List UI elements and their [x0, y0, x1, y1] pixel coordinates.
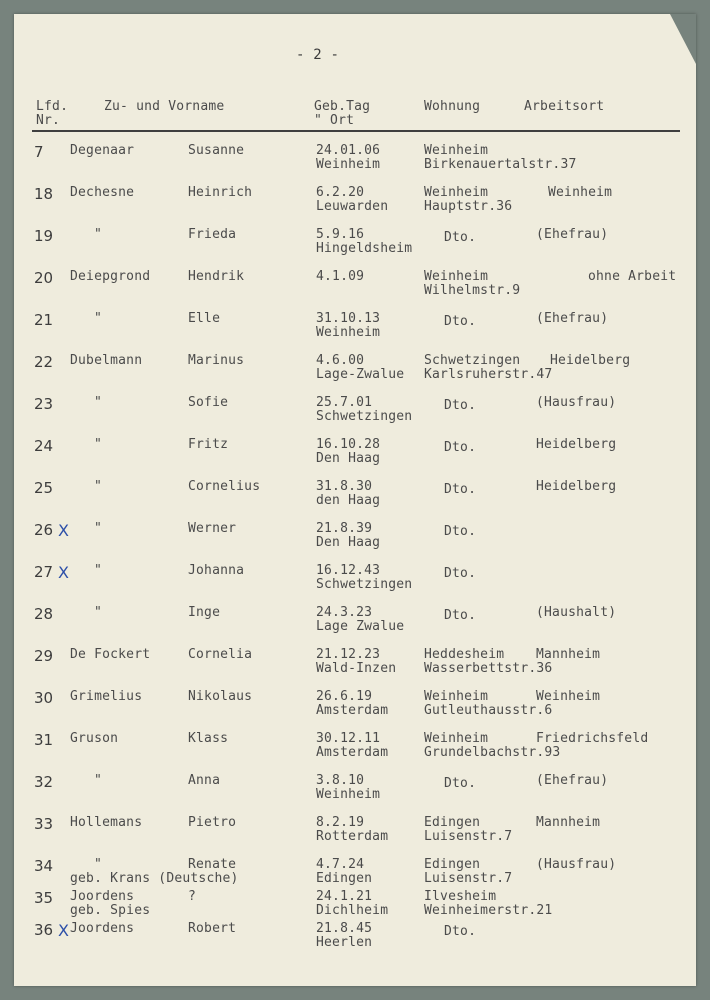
row-firstname: Renate	[188, 857, 237, 872]
row-residence: Weinheim	[424, 143, 489, 158]
row-workplace: Weinheim	[536, 689, 601, 704]
row-number: 20	[34, 269, 54, 287]
row-birth-date: 26.6.19	[316, 689, 373, 704]
row-firstname: Cornelius	[188, 479, 261, 494]
header-birth-line1: Geb.Tag	[314, 99, 371, 114]
row-number: 22	[34, 353, 54, 371]
folded-corner	[670, 14, 696, 64]
row-birth-date: 4.6.00	[316, 353, 365, 368]
row-birth-date: 16.12.43	[316, 563, 381, 578]
row-surname: Joordens	[70, 889, 135, 904]
row-residence: Dto.	[444, 776, 477, 791]
row-firstname: Fritz	[188, 437, 229, 452]
row-birth-place: Weinheim	[316, 157, 381, 172]
row-birth-date: 24.3.23	[316, 605, 373, 620]
row-birth-place: Schwetzingen	[316, 577, 413, 592]
row-number: 18	[34, 185, 54, 203]
row-surname-note: geb. Spies	[70, 903, 151, 918]
handwritten-mark: X	[58, 563, 69, 582]
row-surname-note: geb. Krans (Deutsche)	[70, 871, 239, 886]
row-residence: Edingen	[424, 815, 481, 830]
row-birth-date: 4.1.09	[316, 269, 365, 284]
row-number: 27	[34, 563, 54, 581]
row-surname: Gruson	[70, 731, 119, 746]
row-birth-place: Amsterdam	[316, 703, 389, 718]
row-birth-date: 3.8.10	[316, 773, 365, 788]
row-residence-street: Luisenstr.7	[424, 829, 513, 844]
row-number: 33	[34, 815, 54, 833]
row-workplace: (Hausfrau)	[536, 395, 617, 410]
row-birth-date: 21.8.45	[316, 921, 373, 936]
row-firstname: Anna	[188, 773, 221, 788]
handwritten-mark: X	[58, 521, 69, 540]
row-surname: Degenaar	[70, 143, 135, 158]
row-residence: Weinheim	[424, 689, 489, 704]
row-residence-street: Wilhelmstr.9	[424, 283, 521, 298]
row-birth-place: Hingeldsheim	[316, 241, 413, 256]
row-surname: "	[94, 227, 103, 242]
row-firstname: Johanna	[188, 563, 245, 578]
row-birth-date: 5.9.16	[316, 227, 365, 242]
row-number: 32	[34, 773, 54, 791]
header-nr-line2: Nr.	[36, 113, 61, 128]
row-birth-place: Edingen	[316, 871, 373, 886]
row-residence-street: Gutleuthausstr.6	[424, 703, 553, 718]
row-birth-place: Weinheim	[316, 787, 381, 802]
row-number: 35	[34, 889, 54, 907]
header-residence: Wohnung	[424, 99, 481, 114]
row-surname: De Fockert	[70, 647, 151, 662]
row-firstname: Klass	[188, 731, 229, 746]
row-residence: Dto.	[444, 482, 477, 497]
row-workplace: Mannheim	[536, 815, 601, 830]
header-nr-line1: Lfd.	[36, 99, 69, 114]
row-residence: Edingen	[424, 857, 481, 872]
row-residence-street: Luisenstr.7	[424, 871, 513, 886]
row-firstname: Inge	[188, 605, 221, 620]
row-firstname: Marinus	[188, 353, 245, 368]
header-workplace: Arbeitsort	[524, 99, 605, 114]
row-residence: Dto.	[444, 924, 477, 939]
row-number: 24	[34, 437, 54, 455]
row-birth-date: 21.12.23	[316, 647, 381, 662]
row-surname: "	[94, 437, 103, 452]
row-birth-date: 8.2.19	[316, 815, 365, 830]
handwritten-mark: X	[58, 921, 69, 940]
row-firstname: Robert	[188, 921, 237, 936]
header-name: Zu- und Vorname	[104, 99, 225, 114]
row-number: 7	[34, 143, 44, 161]
row-number: 21	[34, 311, 54, 329]
row-workplace: Mannheim	[536, 647, 601, 662]
row-birth-place: Dichlheim	[316, 903, 389, 918]
row-firstname: Werner	[188, 521, 237, 536]
row-surname: "	[94, 479, 103, 494]
row-birth-date: 31.10.13	[316, 311, 381, 326]
row-birth-place: Den Haag	[316, 451, 381, 466]
row-residence-street: Wasserbettstr.36	[424, 661, 553, 676]
row-workplace: Heidelberg	[536, 479, 617, 494]
row-surname: Joordens	[70, 921, 135, 936]
row-residence: Dto.	[444, 566, 477, 581]
row-residence: Dto.	[444, 608, 477, 623]
row-residence: Dto.	[444, 524, 477, 539]
row-birth-place: Rotterdam	[316, 829, 389, 844]
row-residence: Weinheim	[424, 185, 489, 200]
row-surname: "	[94, 857, 103, 872]
row-birth-place: Amsterdam	[316, 745, 389, 760]
row-surname: Hollemans	[70, 815, 143, 830]
row-birth-date: 21.8.39	[316, 521, 373, 536]
row-birth-place: Weinheim	[316, 325, 381, 340]
row-number: 31	[34, 731, 54, 749]
row-number: 28	[34, 605, 54, 623]
row-residence: Dto.	[444, 398, 477, 413]
row-firstname: Susanne	[188, 143, 245, 158]
row-surname: "	[94, 521, 103, 536]
row-workplace: (Ehefrau)	[536, 773, 609, 788]
row-birth-place: Lage Zwalue	[316, 619, 405, 634]
document-page	[14, 14, 696, 986]
row-residence: Heddesheim	[424, 647, 505, 662]
row-birth-place: den Haag	[316, 493, 381, 508]
header-rule	[32, 130, 680, 132]
page-number: - 2 -	[296, 47, 340, 63]
row-birth-date: 25.7.01	[316, 395, 373, 410]
row-birth-date: 6.2.20	[316, 185, 365, 200]
row-firstname: Sofie	[188, 395, 229, 410]
row-surname: Dubelmann	[70, 353, 143, 368]
row-firstname: Elle	[188, 311, 221, 326]
row-number: 36	[34, 921, 54, 939]
row-firstname: Frieda	[188, 227, 237, 242]
row-residence-street: Karlsruherstr.47	[424, 367, 553, 382]
row-surname: "	[94, 311, 103, 326]
row-residence: Dto.	[444, 440, 477, 455]
row-residence: Dto.	[444, 230, 477, 245]
row-number: 26	[34, 521, 54, 539]
row-firstname: Hendrik	[188, 269, 245, 284]
row-birth-place: Lage-Zwalue	[316, 367, 405, 382]
row-surname: Deiepgrond	[70, 269, 151, 284]
row-workplace: ohne Arbeit	[588, 269, 677, 284]
row-surname: Grimelius	[70, 689, 143, 704]
row-residence-street: Hauptstr.36	[424, 199, 513, 214]
row-residence: Weinheim	[424, 269, 489, 284]
row-residence-street: Weinheimerstr.21	[424, 903, 553, 918]
row-number: 25	[34, 479, 54, 497]
row-birth-date: 24.1.21	[316, 889, 373, 904]
row-firstname: Cornelia	[188, 647, 253, 662]
row-residence: Ilvesheim	[424, 889, 497, 904]
row-firstname: Pietro	[188, 815, 237, 830]
row-birth-place: Heerlen	[316, 935, 373, 950]
row-firstname: Heinrich	[188, 185, 253, 200]
row-number: 34	[34, 857, 54, 875]
row-workplace: (Ehefrau)	[536, 227, 609, 242]
row-workplace: Heidelberg	[550, 353, 631, 368]
row-number: 29	[34, 647, 54, 665]
row-firstname: ?	[188, 889, 197, 904]
row-birth-date: 31.8.30	[316, 479, 373, 494]
row-workplace: Weinheim	[548, 185, 613, 200]
row-workplace: Friedrichsfeld	[536, 731, 649, 746]
row-residence: Dto.	[444, 314, 477, 329]
row-birth-date: 16.10.28	[316, 437, 381, 452]
row-workplace: (Hausfrau)	[536, 857, 617, 872]
row-surname: "	[94, 773, 103, 788]
row-workplace: (Haushalt)	[536, 605, 617, 620]
row-birth-date: 4.7.24	[316, 857, 365, 872]
row-firstname: Nikolaus	[188, 689, 253, 704]
row-residence-street: Birkenauertalstr.37	[424, 157, 577, 172]
row-residence: Weinheim	[424, 731, 489, 746]
row-birth-date: 24.01.06	[316, 143, 381, 158]
row-surname: "	[94, 395, 103, 410]
row-surname: "	[94, 605, 103, 620]
row-birth-place: Leuwarden	[316, 199, 389, 214]
row-surname: "	[94, 563, 103, 578]
row-birth-place: Schwetzingen	[316, 409, 413, 424]
row-number: 19	[34, 227, 54, 245]
row-number: 23	[34, 395, 54, 413]
row-number: 30	[34, 689, 54, 707]
row-birth-place: Wald-Inzen	[316, 661, 397, 676]
header-birth-line2: " Ort	[314, 113, 355, 128]
row-workplace: (Ehefrau)	[536, 311, 609, 326]
row-residence: Schwetzingen	[424, 353, 521, 368]
row-birth-date: 30.12.11	[316, 731, 381, 746]
row-surname: Dechesne	[70, 185, 135, 200]
row-birth-place: Den Haag	[316, 535, 381, 550]
row-residence-street: Grundelbachstr.93	[424, 745, 561, 760]
row-workplace: Heidelberg	[536, 437, 617, 452]
